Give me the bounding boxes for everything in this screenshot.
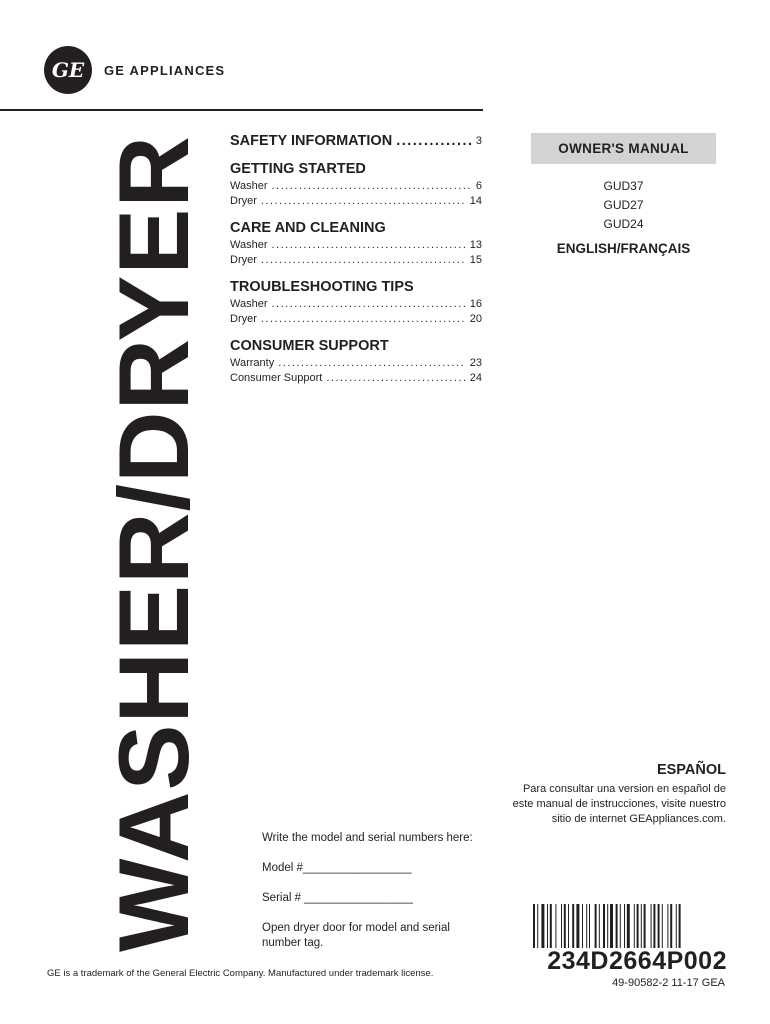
toc-entry: Washer ..... 13: [230, 238, 482, 253]
toc-entry: Warranty ..... 23: [230, 356, 482, 371]
toc-heading-getting-started: GETTING STARTED: [230, 161, 366, 177]
owners-manual-label: OWNER'S MANUAL: [531, 133, 716, 164]
document-title: WASHER/DRYER: [98, 135, 209, 952]
toc-entry: Washer ..... 16: [230, 297, 482, 312]
ge-monogram-icon: GE: [44, 46, 92, 94]
part-number: 234D2664P002: [547, 947, 727, 975]
model-number-line: Model #_________________: [262, 862, 412, 874]
toc-heading-troubleshooting: TROUBLESHOOTING TIPS: [230, 279, 414, 295]
toc-heading-care: CARE AND CLEANING: [230, 220, 386, 236]
table-of-contents: [230, 132, 482, 396]
toc-entry: Consumer Support ..... 24: [230, 371, 482, 386]
model-number: GUD24: [603, 217, 644, 231]
model-number: GUD27: [603, 198, 644, 212]
spanish-heading: ESPAÑOL: [656, 762, 726, 778]
spanish-text: Para consultar una version en español de este manual de instrucciones, visite nuestro sitio de internet GEAppliances.com.: [512, 783, 726, 825]
ge-logo: [44, 46, 225, 94]
trademark-notice: GE is a trademark of the General Electric Company. Manufactured under trademark license.: [47, 968, 434, 979]
serial-intro: Write the model and serial numbers here:: [262, 832, 473, 844]
toc-heading-support: CONSUMER SUPPORT: [230, 338, 389, 354]
toc-entry: Dryer ..... 20: [230, 312, 482, 327]
language-label: ENGLISH/FRANÇAIS: [556, 241, 691, 256]
serial-number-line: Serial # _________________: [262, 892, 413, 904]
toc-page: 3: [475, 135, 482, 147]
toc-entry: Dryer ..... 15: [230, 253, 482, 268]
spanish-notice: [500, 762, 726, 827]
model-number: GUD37: [603, 179, 644, 193]
model-list: [531, 177, 716, 234]
toc-entry: Washer ..... 6: [230, 179, 482, 194]
toc-section-care: [230, 219, 482, 268]
toc-heading-safety: SAFETY INFORMATION: [230, 133, 393, 149]
toc-section-support: [230, 337, 482, 386]
model-serial-record: [262, 831, 482, 966]
toc-section-safety: [230, 132, 482, 150]
brand-name: GE APPLIANCES: [104, 62, 226, 78]
header-divider: [0, 109, 483, 111]
barcode-icon: [533, 904, 725, 948]
toc-entry: Dryer ..... 14: [230, 194, 482, 209]
toc-section-troubleshooting: [230, 278, 482, 327]
document-code: 49-90582-2 11-17 GEA: [612, 977, 725, 989]
serial-tag-note: Open dryer door for model and serial number tag.: [262, 922, 450, 949]
toc-section-getting-started: [230, 160, 482, 209]
